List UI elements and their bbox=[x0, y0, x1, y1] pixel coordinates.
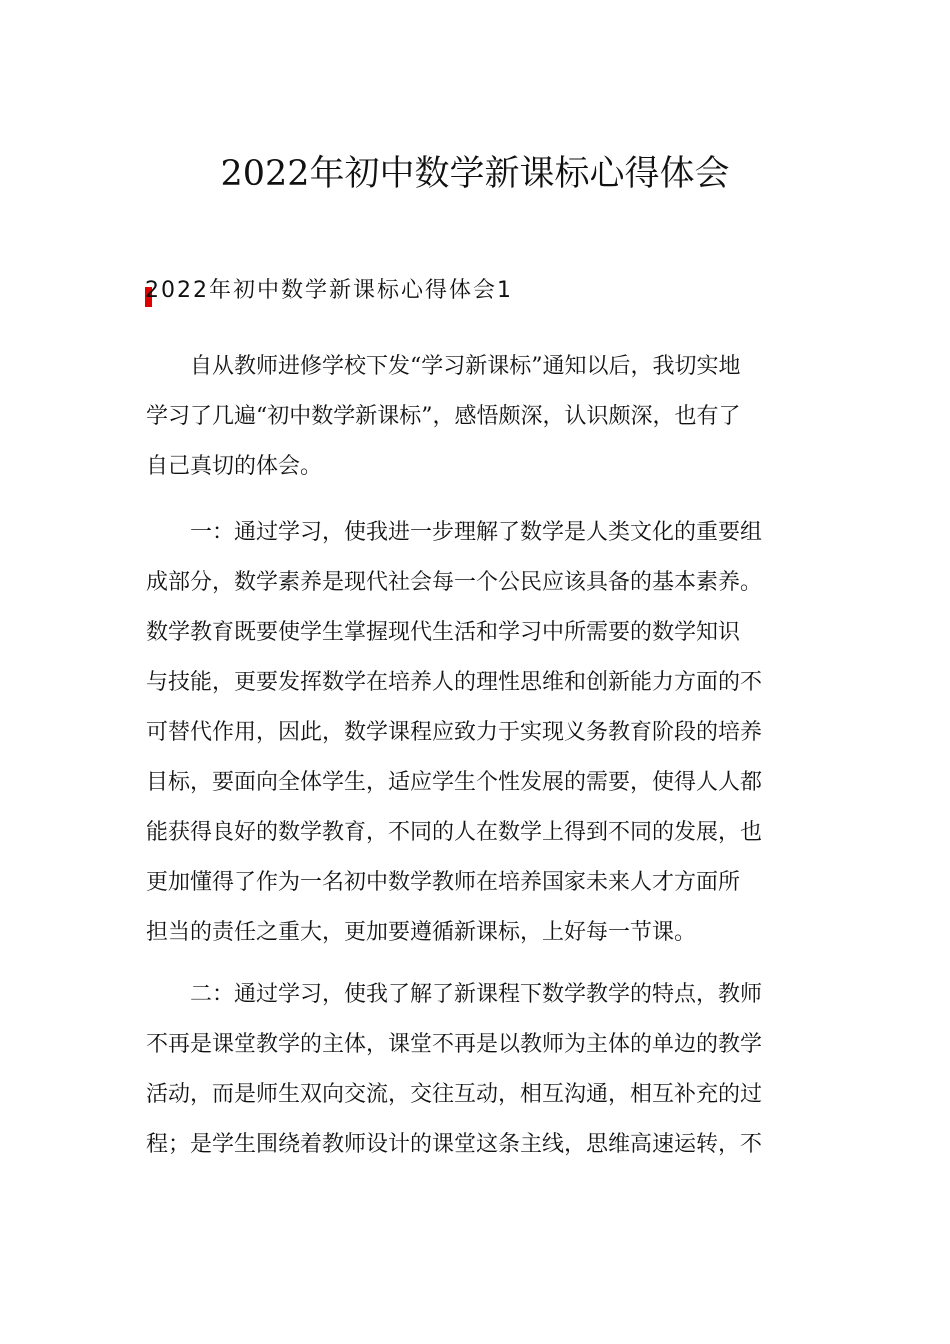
paragraph-line: 更加懂得了作为一名初中数学教师在培养国家未来人才方面所 bbox=[146, 870, 741, 895]
paragraph-line: 可替代作用，因此，数学课程应致力于实现义务教育阶段的培养 bbox=[146, 720, 763, 745]
paragraph-line: 数学教育既要使学生掌握现代生活和学习中所需要的数学知识 bbox=[146, 620, 741, 645]
section-heading: 2022年初中数学新课标心得体会1 bbox=[145, 278, 513, 303]
paragraph-line: 程；是学生围绕着教师设计的课堂这条主线，思维高速运转，不 bbox=[146, 1132, 763, 1157]
paragraph-line: 自己真切的体会。 bbox=[146, 454, 323, 479]
paragraph-line: 不再是课堂教学的主体，课堂不再是以教师为主体的单边的教学 bbox=[146, 1032, 763, 1057]
document-title: 2022年初中数学新课标心得体会 bbox=[220, 154, 730, 194]
paragraph-line: 自从教师进修学校下发“学习新课标”通知以后，我切实地 bbox=[190, 354, 741, 379]
paragraph-2 bbox=[146, 508, 810, 958]
paragraph-line: 目标，要面向全体学生，适应学生个性发展的需要，使得人人都 bbox=[146, 770, 763, 795]
paragraph-line: 学习了几遍“初中数学新课标”，感悟颇深，认识颇深，也有了 bbox=[146, 404, 741, 429]
paragraph-line: 能获得良好的数学教育，不同的人在数学上得到不同的发展，也 bbox=[146, 820, 763, 845]
paragraph-line: 与技能，更要发挥数学在培养人的理性思维和创新能力方面的不 bbox=[146, 670, 763, 695]
paragraph-line: 担当的责任之重大，更加要遵循新课标，上好每一节课。 bbox=[146, 920, 697, 945]
paragraph-line: 二：通过学习，使我了解了新课程下数学教学的特点，教师 bbox=[190, 982, 763, 1007]
paragraph-line: 成部分，数学素养是现代社会每一个公民应该具备的基本素养。 bbox=[146, 570, 763, 595]
paragraph-1 bbox=[146, 342, 810, 492]
paragraph-line: 一：通过学习，使我进一步理解了数学是人类文化的重要组 bbox=[190, 520, 763, 545]
paragraph-line: 活动，而是师生双向交流，交往互动，相互沟通，相互补充的过 bbox=[146, 1082, 763, 1107]
paragraph-3 bbox=[146, 970, 810, 1170]
